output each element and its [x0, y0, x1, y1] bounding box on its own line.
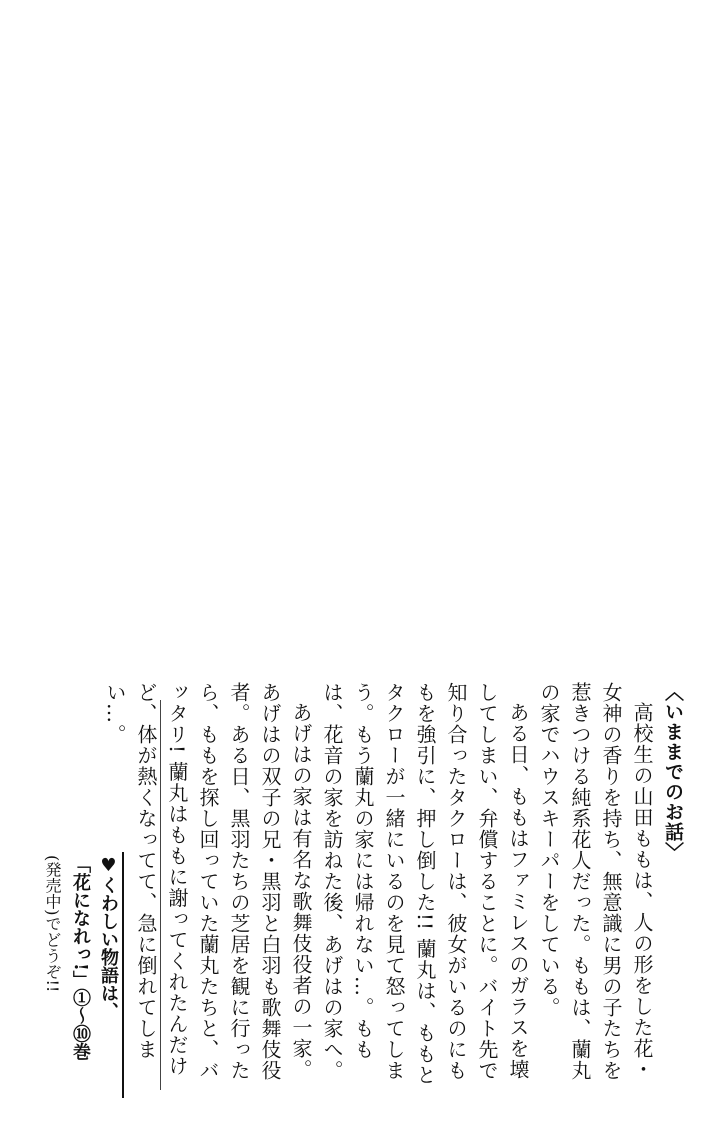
summary-heading: 〈いままでのお話〉	[662, 682, 684, 862]
summary-paragraph-3: あげはの家は有名な歌舞伎役者の一家。あげはの双子の兄・黒羽と白羽も歌舞伎役者。ある日、黒羽たちの芝居を観に行ったら、ももを探し回っていた蘭丸たちと、バッタリ! 蘭丸はももに謝ってくれたんだけど、体が熱くなってて、急に倒れてしまい…。	[103, 682, 313, 1081]
note-divider	[122, 852, 124, 1098]
note-line-1: ♥くわしい物語は、	[98, 855, 119, 1020]
note-line-3: (発売中)でどうぞ!!	[43, 855, 62, 993]
summary-paragraph-2: ある日、ももはファミレスのガラスを壊してしまい、弁償することに。バイト先で知り合ったタクローは、彼女がいるのにももを強引に、押し倒した!! 蘭丸は、ももとタクローが一緒にいるのを見て怒ってしまう。もう蘭丸の家には帰れない…。ももは、花音の家を訪ねた後、あげはの家へ。	[320, 682, 530, 1086]
summary-paragraph-1: 高校生の山田ももは、人の形をした花・女神の香りを持ち、無意識に男の子たちを惹きつける純系花人だった。ももは、蘭丸の家でハウスキーパーをしている。	[537, 682, 654, 1081]
volume-note	[32, 855, 122, 1095]
summary-divider	[160, 700, 161, 1090]
note-line-2: 「花になれっ!」①〜⑩巻	[70, 855, 91, 1061]
